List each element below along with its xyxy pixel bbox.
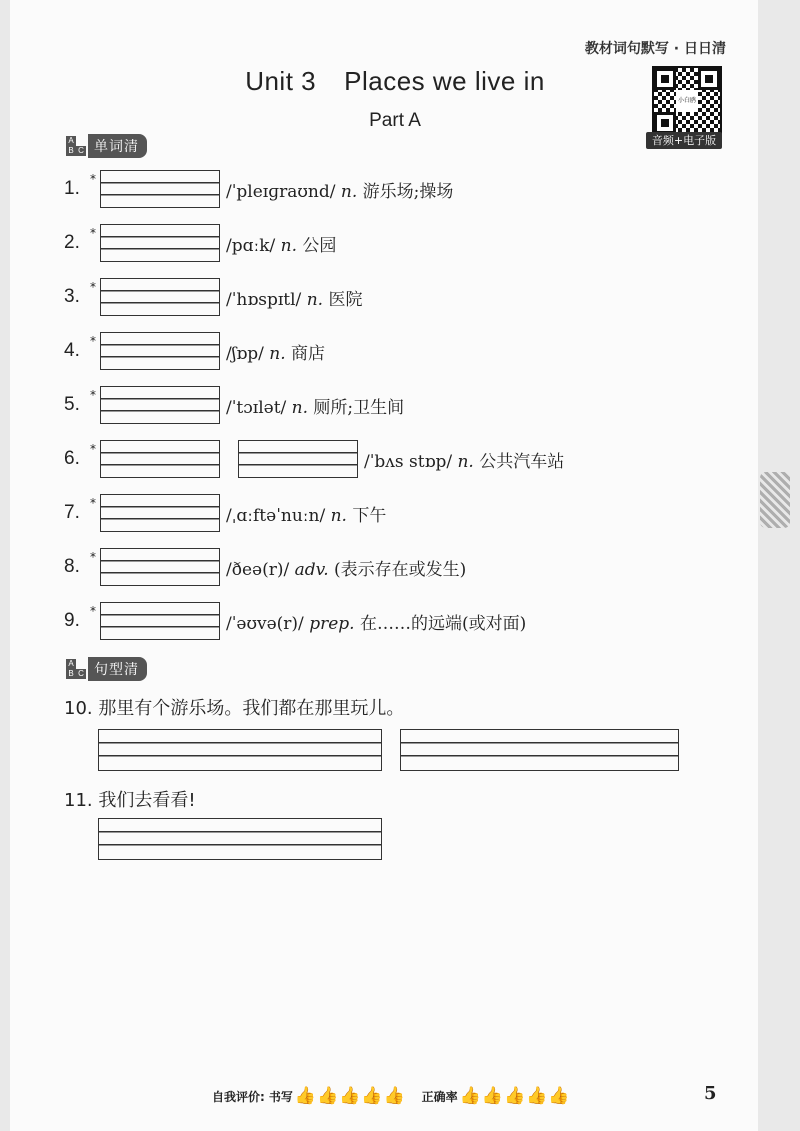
answer-box[interactable]: [100, 170, 220, 208]
answer-box[interactable]: [100, 602, 220, 640]
sentence-answer-box[interactable]: [98, 729, 382, 771]
word-row-5: 5. * /ˈtɔɪlət/ n. 厕所;卫生间: [64, 384, 404, 426]
abc-icon: A B C: [66, 659, 86, 679]
answer-box[interactable]: [100, 494, 220, 532]
answer-box-2[interactable]: [238, 440, 358, 478]
section-label: 单词清: [88, 134, 147, 158]
answer-box[interactable]: [100, 332, 220, 370]
star-icon: *: [90, 280, 96, 294]
qr-code-icon[interactable]: [652, 66, 722, 136]
series-label: 教材词句默写 · 日日清: [584, 41, 726, 57]
unit-name: Places we live in: [344, 66, 545, 96]
star-icon: *: [90, 550, 96, 564]
word-row-7: 7. * /ˌɑːftəˈnuːn/ n. 下午: [64, 492, 386, 534]
sentence-prompt-10: 10. 那里有个游乐场。我们都在那里玩儿。: [64, 698, 405, 719]
part-label: Part A: [369, 110, 421, 131]
sentence-answer-box[interactable]: [400, 729, 679, 771]
thumbs-up-icon[interactable]: 👍👍👍👍👍: [294, 1086, 406, 1106]
word-row-9: 9. * /ˈəʊvə(r)/ prep. 在……的远端(或对面): [64, 600, 526, 642]
section-tag-words: [66, 134, 147, 158]
sentence-answer-box[interactable]: [98, 818, 382, 860]
qr-center-text: 小白鸥: [677, 97, 696, 104]
star-icon: *: [90, 388, 96, 402]
section-tag-sentences: [66, 657, 147, 681]
thumbs-up-icon[interactable]: 👍👍👍👍👍: [459, 1086, 571, 1106]
sentence-prompt-11: 11. 我们去看看!: [64, 790, 196, 811]
star-icon: *: [90, 334, 96, 348]
star-icon: *: [90, 442, 96, 456]
side-edge-tab: [760, 472, 790, 528]
star-icon: *: [90, 172, 96, 186]
answer-box[interactable]: [100, 386, 220, 424]
word-row-8: 8. * /ðeə(r)/ adv. (表示存在或发生): [64, 546, 466, 588]
word-row-1: 1. * /ˈpleɪɡraʊnd/ n. 游乐场;操场: [64, 168, 453, 210]
answer-box[interactable]: [100, 548, 220, 586]
star-icon: *: [90, 496, 96, 510]
abc-icon: A B C: [66, 136, 86, 156]
star-icon: *: [90, 604, 96, 618]
self-evaluation: 自我评价: 书写 👍👍👍👍👍 正确率 👍👍👍👍👍: [212, 1086, 571, 1106]
unit-number: Unit 3: [245, 66, 317, 96]
answer-box[interactable]: [100, 278, 220, 316]
word-row-6: 6. * /ˈbʌs stɒp/ n. 公共汽车站: [64, 438, 564, 480]
word-row-3: 3. * /ˈhɒspɪtl/ n. 医院: [64, 276, 362, 318]
answer-box-1[interactable]: [100, 440, 220, 478]
star-icon: *: [90, 226, 96, 240]
qr-label: 音频+电子版: [646, 132, 722, 149]
word-row-2: 2. * /pɑːk/ n. 公园: [64, 222, 336, 264]
answer-box[interactable]: [100, 224, 220, 262]
section-label: 句型清: [88, 657, 147, 681]
word-row-4: 4. * /ʃɒp/ n. 商店: [64, 330, 325, 372]
page-number: 5: [704, 1083, 717, 1104]
